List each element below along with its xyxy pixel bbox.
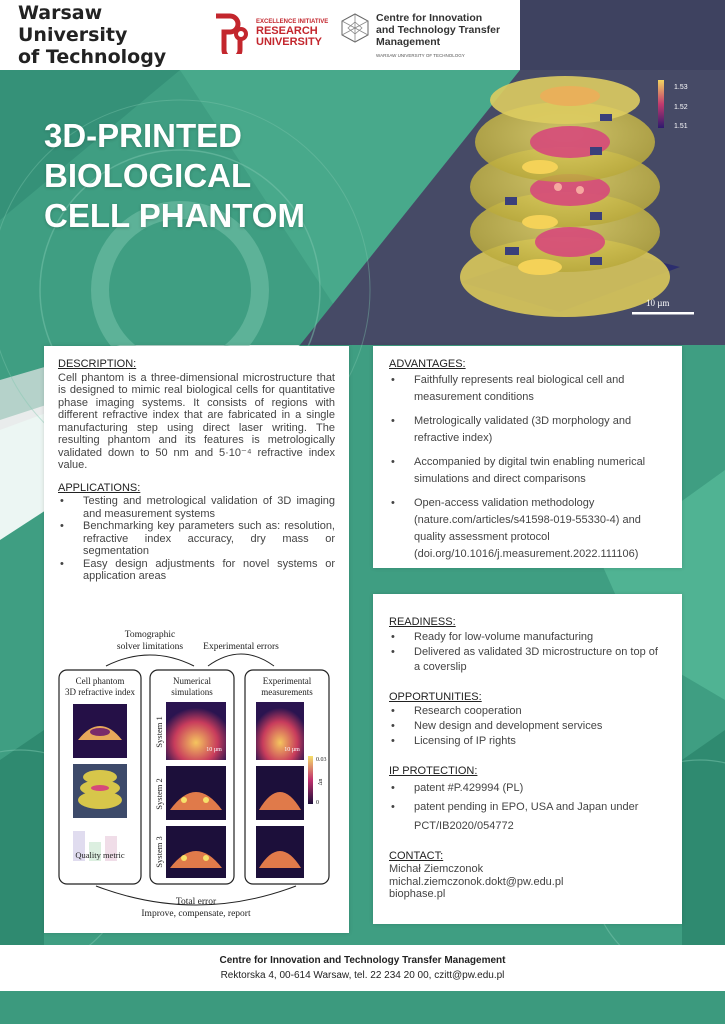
diagram-colorbar-label: Δn — [318, 778, 324, 786]
col-numerical: Numerical — [173, 676, 211, 686]
system-1-label: System 1 — [154, 716, 164, 748]
improve-label: Improve, compensate, report — [141, 909, 251, 919]
total-error-label: Total error — [175, 897, 217, 907]
list-item: • Testing and metrological validation of 3D imaging and measurement systems — [58, 495, 335, 520]
ip-heading: IP PROTECTION: — [389, 765, 478, 777]
readiness-list — [389, 630, 666, 675]
contact-email[interactable]: michal.ziemczonok.dokt@pw.edu.pl — [389, 875, 564, 888]
workflow-diagram — [56, 624, 336, 922]
page-title: 3D-PRINTED BIOLOGICAL CELL PHANTOM — [44, 117, 305, 234]
list-item: • Open-access validation methodology (nature.com/articles/s41598-019-55330-4) and quality assessment protocol (doi.org/10.1016/j.measurement.2022.111106) — [389, 495, 666, 563]
contact-name: Michał Ziemczonok — [389, 863, 484, 875]
col-cell-phantom: Cell phantom — [75, 676, 125, 686]
advantages-card — [373, 346, 682, 568]
research-university-logo: EXCELLENCE INITIATIVE RESEARCH UNIVERSITY — [212, 12, 328, 54]
label-tomographic: Tomographic — [124, 630, 176, 640]
exp-scale-label: 10 µm — [284, 747, 300, 753]
system-2-label: System 2 — [154, 778, 164, 810]
list-item: • Easy design adjustments for novel systems or application areas — [58, 558, 335, 583]
footer-address: Rektorska 4, 00-614 Warsaw, tel. 22 234 20 00, czitt@pw.edu.pl — [220, 970, 505, 981]
phantom-3d-figure — [440, 72, 710, 342]
list-item: • Metrologically validated (3D morphology and refractive index) — [389, 413, 666, 447]
applications-list — [58, 495, 335, 583]
description-heading: DESCRIPTION: — [58, 358, 137, 370]
col-measurements: measurements — [261, 687, 313, 697]
list-item: • Research cooperation — [389, 704, 666, 719]
col-refractive-index: 3D refractive index — [65, 687, 135, 697]
advantages-list — [389, 372, 666, 563]
col-experimental: Experimental — [262, 676, 312, 686]
citt-logo: Centre for Innovation and Technology Transfer Management WARSAW UNIVERSITY OF TECHNOLOGY — [340, 12, 500, 62]
col-simulations: simulations — [171, 687, 213, 697]
ip-list — [389, 779, 666, 836]
system-3-label: System 3 — [154, 836, 164, 868]
header-bar — [0, 0, 520, 70]
diagram-colorbar-min: 0 — [316, 800, 319, 806]
diagram-colorbar-max: 0.03 — [316, 757, 327, 763]
ru-mark-icon — [212, 12, 250, 54]
sim-scale-label: 10 µm — [206, 747, 222, 753]
contact-heading: CONTACT: — [389, 849, 444, 862]
list-item: • Licensing of IP rights — [389, 734, 666, 749]
geodesic-icon — [340, 12, 370, 44]
list-item: • New design and development services — [389, 719, 666, 734]
details-card — [373, 594, 682, 924]
scale-bar-label: 10 µm — [646, 298, 670, 308]
readiness-heading: READINESS: — [389, 616, 456, 628]
list-item: • Benchmarking key parameters such as: resolution, refractive index accuracy, dry mass or segmentation — [58, 520, 335, 558]
quality-metric-label: Quality metric — [75, 850, 125, 860]
contact-website[interactable]: biophase.pl — [389, 888, 446, 900]
list-item: • Accompanied by digital twin enabling numerical simulations and direct comparisons — [389, 454, 666, 488]
colorbar-max: 1.53 — [674, 84, 688, 91]
colorbar-mid: 1.52 — [674, 104, 688, 111]
applications-heading: APPLICATIONS: — [58, 481, 141, 494]
opportunities-list — [389, 704, 666, 749]
label-solver-limitations: solver limitations — [116, 642, 184, 652]
list-item: • Ready for low-volume manufacturing — [389, 630, 666, 645]
colorbar-min: 1.51 — [674, 123, 688, 130]
footer-org: Centre for Innovation and Technology Transfer Management — [219, 955, 506, 966]
description-text: Cell phantom is a three-dimensional microstructure that is designed to mimic real biological cells for quantitative phase imaging systems. It consists of regions with different refractive index that are fabricated in a single manufacturing step using direct laser writing. The resulting phantom and its features is metrologically validated down to 50 nm and 5·10⁻⁴ refractive index value. — [58, 371, 335, 471]
list-item: • patent #P.429994 (PL) — [389, 779, 666, 798]
wut-logo: Warsaw University of Technology — [18, 2, 167, 68]
list-item: • Faithfully represents real biological cell and measurement conditions — [389, 372, 666, 406]
list-item: • patent pending in EPO, USA and Japan under PCT/IB2020/054772 — [389, 798, 666, 836]
opportunities-heading: OPPORTUNITIES: — [389, 690, 482, 703]
label-experimental-errors: Experimental errors — [203, 642, 279, 652]
footer — [0, 945, 725, 991]
list-item: • Delivered as validated 3D microstructure on top of a coverslip — [389, 645, 666, 675]
advantages-heading: ADVANTAGES: — [389, 358, 466, 370]
